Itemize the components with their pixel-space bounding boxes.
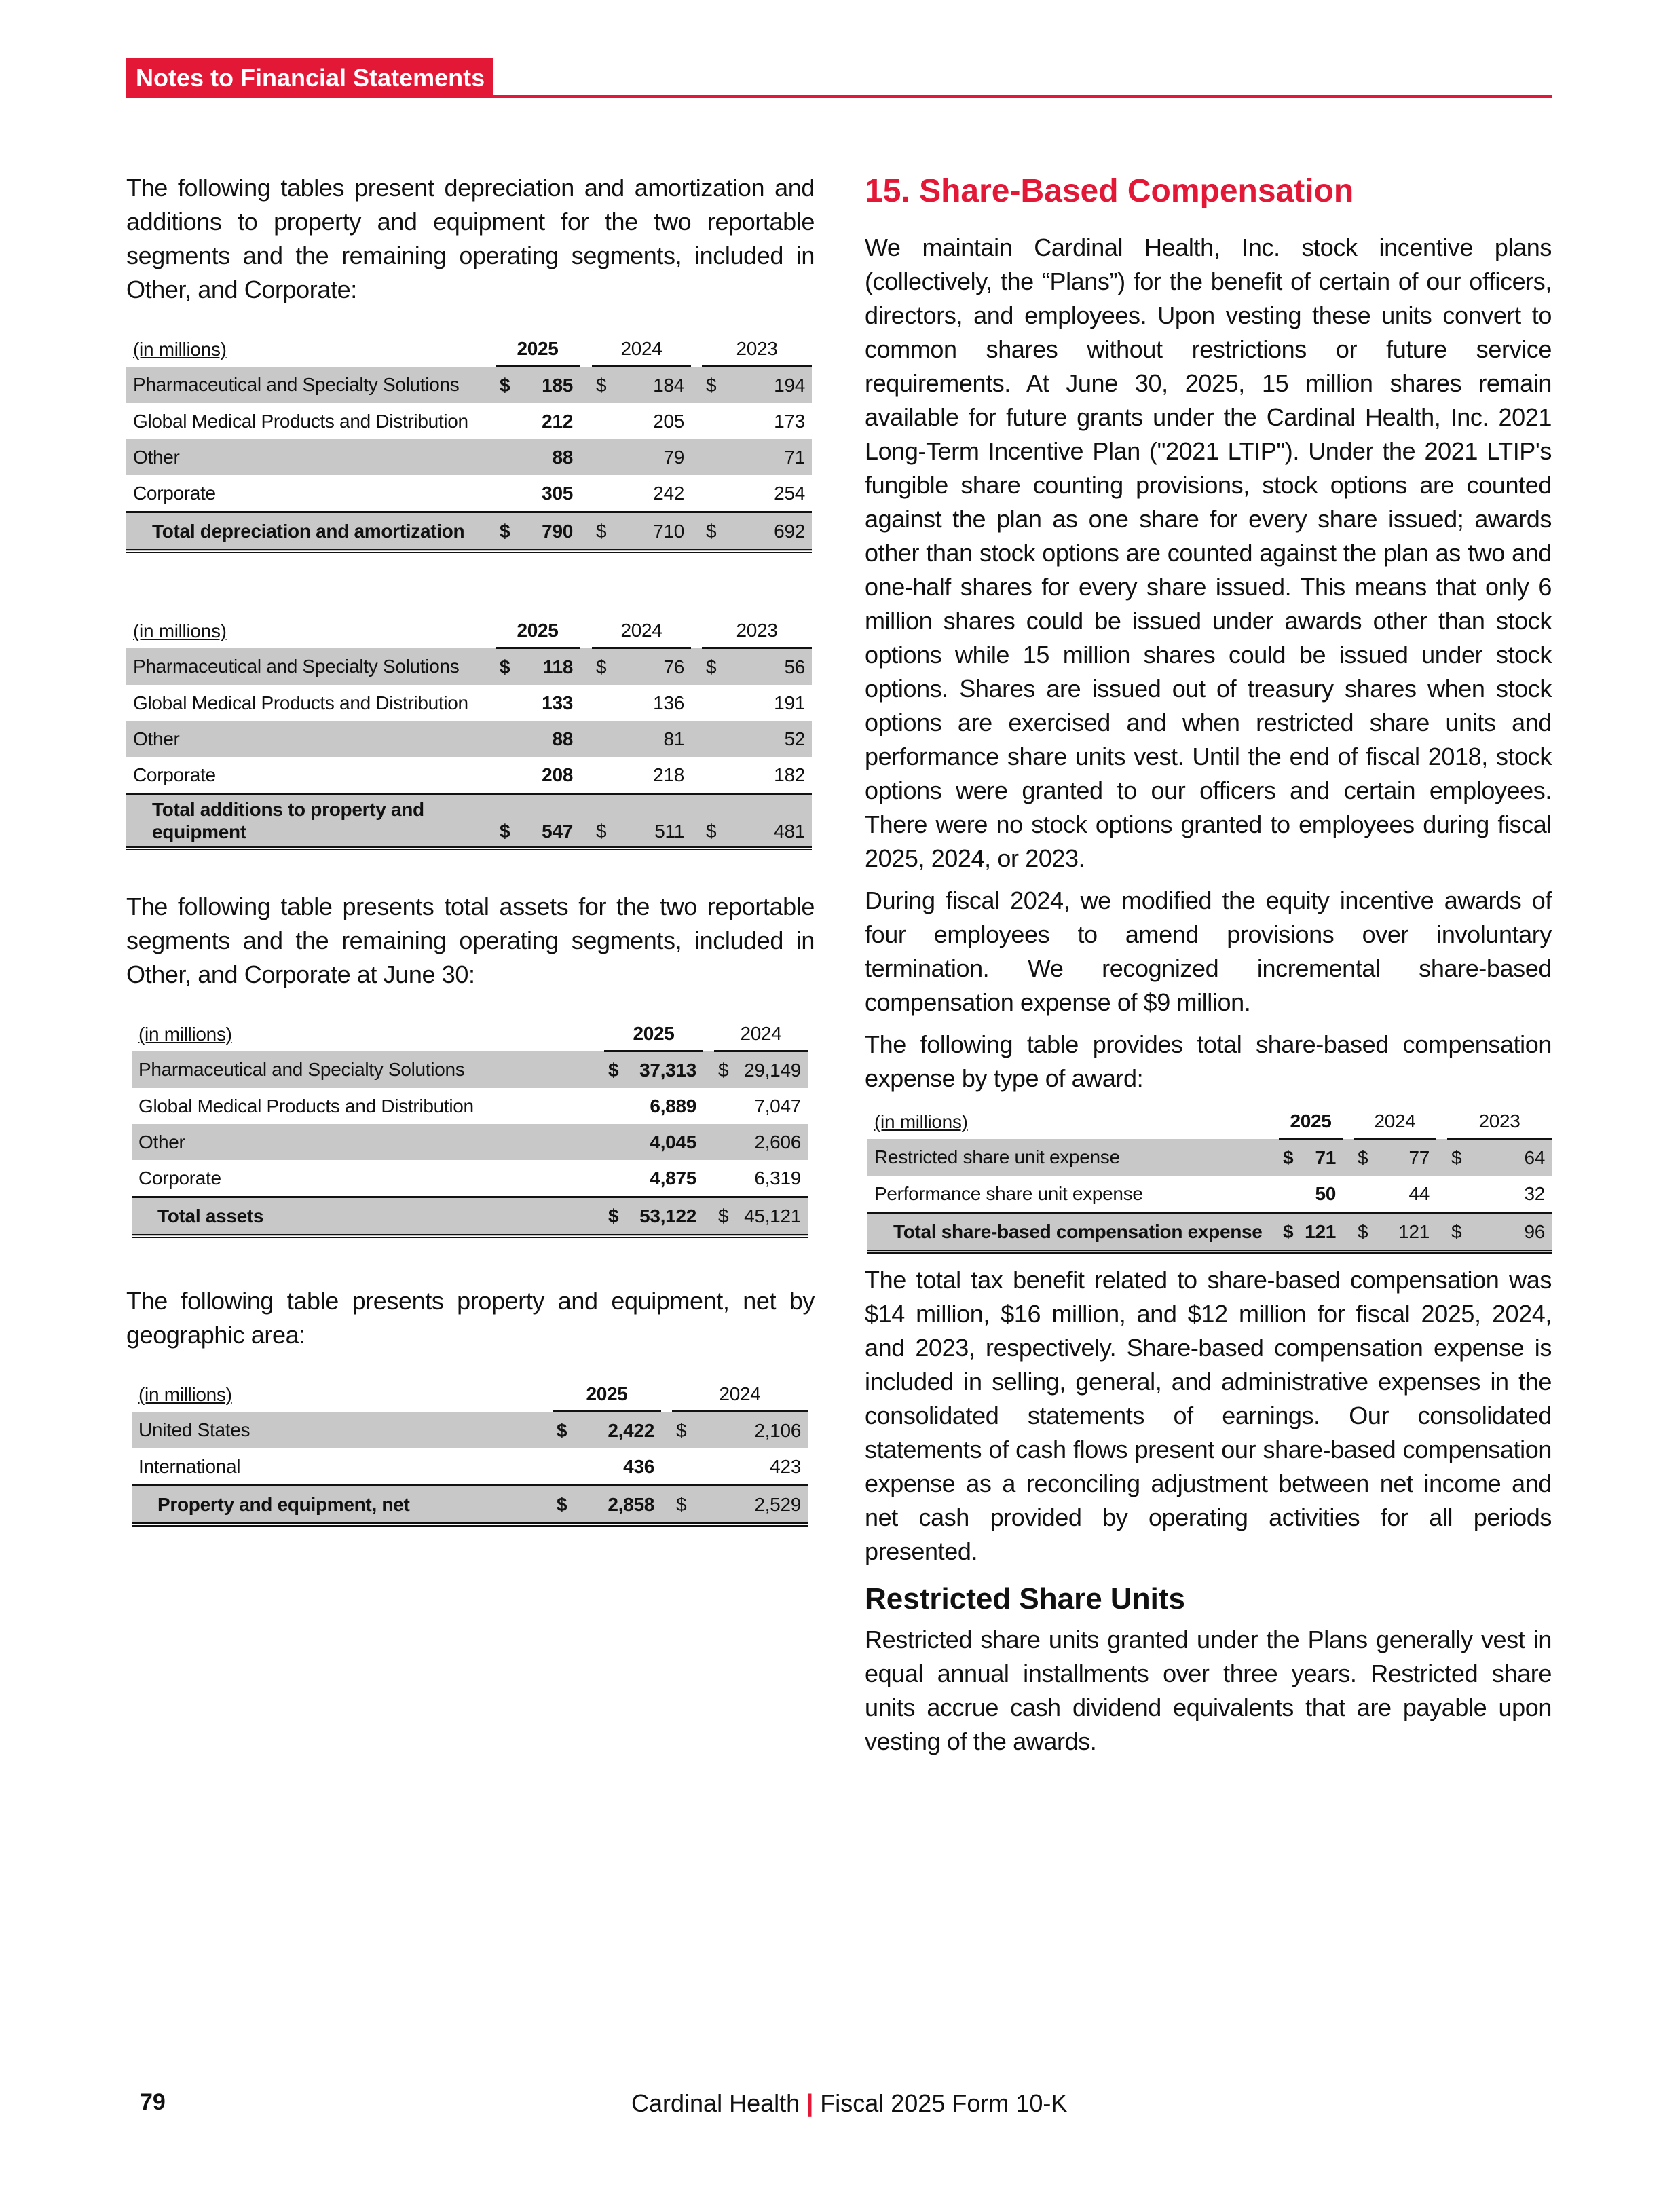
value-2024: 423 (770, 1455, 801, 1477)
value-2024: 511 (612, 794, 691, 849)
value-2025: 4,875 (650, 1167, 696, 1189)
value-2023: 173 (774, 410, 805, 432)
currency-symbol: $ (496, 794, 519, 849)
row-label: United States (132, 1412, 553, 1449)
currency-symbol: $ (1279, 1213, 1299, 1252)
table-row (867, 1139, 1552, 1176)
value-2025: 53,122 (624, 1197, 703, 1237)
additions-table (126, 614, 812, 850)
value-2025: 2,422 (580, 1412, 661, 1449)
currency-symbol: $ (672, 1486, 692, 1525)
table-header-row (132, 1378, 808, 1412)
value-2023: 182 (774, 764, 805, 785)
value-2025: 208 (542, 764, 573, 785)
row-label: Pharmaceutical and Specialty Solutions (132, 1051, 604, 1089)
value-2023: 52 (722, 721, 812, 757)
intro-paragraph-1: The following tables present depreciation and amortization and additions to property and equipment for the two reportable segments and the remaining operating segments, included in Other, and Corporate: (126, 174, 815, 303)
header-rule (126, 95, 1552, 98)
value-2025: 121 (1299, 1213, 1343, 1252)
currency-symbol: $ (592, 367, 612, 404)
year-header: 2025 (553, 1378, 661, 1412)
value-2023: 481 (722, 794, 812, 849)
value-2023: 191 (774, 692, 805, 713)
table-row (126, 757, 812, 794)
table-row (132, 1412, 808, 1449)
value-2025: 37,313 (624, 1051, 703, 1089)
value-2023: 56 (722, 648, 812, 686)
value-2023: 96 (1468, 1213, 1552, 1252)
table-header-row (126, 614, 812, 648)
currency-symbol: $ (1354, 1139, 1374, 1176)
value-2025: 305 (542, 482, 573, 504)
footer-doc-title (631, 2089, 1067, 2118)
left-column (126, 171, 815, 1527)
currency-symbol: $ (592, 794, 612, 849)
year-header: 2025 (496, 333, 580, 367)
table-row (132, 1124, 808, 1160)
share-comp-paragraph-3: The following table provides total share-based compensation expense by type of award: (865, 1030, 1552, 1092)
row-label: Total depreciation and amortization (126, 512, 496, 552)
row-label: Other (126, 721, 496, 757)
header-title: Notes to Financial Statements (136, 64, 485, 92)
year-header: 2025 (604, 1017, 703, 1051)
value-2024: 81 (612, 721, 691, 757)
value-2024: 121 (1374, 1213, 1436, 1252)
value-2024: 76 (612, 648, 691, 686)
value-2024: 205 (653, 410, 684, 432)
currency-symbol: $ (496, 367, 519, 404)
footer-document: Fiscal 2025 Form 10-K (820, 2089, 1068, 2117)
value-2024: 44 (1408, 1182, 1430, 1204)
currency-symbol: $ (714, 1197, 733, 1237)
value-2025: 133 (542, 692, 573, 713)
row-label: Other (126, 439, 496, 475)
table-row (126, 367, 812, 404)
table-header-row (126, 333, 812, 367)
value-2025: 790 (519, 512, 580, 552)
value-2025: 4,045 (624, 1124, 703, 1160)
table-row (126, 403, 812, 439)
value-2025: 88 (519, 721, 580, 757)
row-label: Total share-based compensation expense (867, 1213, 1279, 1252)
unit-label: (in millions) (133, 620, 227, 641)
value-2023: 64 (1468, 1139, 1552, 1176)
total-row (867, 1213, 1552, 1252)
currency-symbol: $ (1447, 1139, 1468, 1176)
value-2023: 254 (774, 482, 805, 504)
currency-symbol: $ (1447, 1213, 1468, 1252)
value-2025: 212 (542, 410, 573, 432)
unit-label: (in millions) (874, 1110, 968, 1132)
year-header: 2025 (496, 614, 580, 648)
row-label: Restricted share unit expense (867, 1139, 1279, 1176)
restricted-units-paragraph: Restricted share units granted under the Plans generally vest in equal annual installments over three years. Restricted share units accrue cash dividend equivalents that are payable upon vesting of the awards. (865, 1626, 1552, 1755)
row-label: Performance share unit expense (874, 1182, 1143, 1204)
total-row (132, 1197, 808, 1237)
currency-symbol: $ (1279, 1139, 1299, 1176)
value-2024: 136 (653, 692, 684, 713)
currency-symbol: $ (714, 1051, 733, 1089)
currency-symbol: $ (553, 1412, 580, 1449)
value-2024: 79 (612, 439, 691, 475)
value-2024: 2,106 (692, 1412, 808, 1449)
row-label: Property and equipment, net (132, 1486, 553, 1525)
value-2025: 71 (1299, 1139, 1343, 1176)
value-2023: 194 (722, 367, 812, 404)
value-2024: 2,606 (733, 1124, 808, 1160)
value-2024: 45,121 (733, 1197, 808, 1237)
row-label: Other (132, 1124, 604, 1160)
value-2024: 242 (653, 482, 684, 504)
value-2023: 692 (722, 512, 812, 552)
year-header: 2023 (1447, 1105, 1552, 1139)
table-row (132, 1088, 808, 1124)
row-label: Pharmaceutical and Specialty Solutions (126, 367, 496, 404)
currency-symbol: $ (496, 648, 519, 686)
currency-symbol: $ (702, 794, 722, 849)
unit-label: (in millions) (138, 1023, 232, 1045)
table-header-row (132, 1017, 808, 1051)
right-column (865, 171, 1552, 1759)
row-label: Pharmaceutical and Specialty Solutions (126, 648, 496, 686)
value-2025: 185 (519, 367, 580, 404)
unit-label: (in millions) (133, 338, 227, 360)
footer-company: Cardinal Health (631, 2089, 800, 2117)
section-title: 15. Share-Based Compensation (865, 173, 1354, 209)
unit-label: (in millions) (138, 1383, 232, 1405)
value-2024: 6,319 (754, 1167, 801, 1189)
currency-symbol: $ (496, 512, 519, 552)
row-label: Global Medical Products and Distribution (133, 692, 468, 713)
row-label: Corporate (133, 764, 216, 785)
intro-paragraph-3: The following table presents property and equipment, net by geographic area: (126, 1287, 815, 1349)
currency-symbol: $ (604, 1051, 624, 1089)
subsection-title: Restricted Share Units (865, 1582, 1185, 1615)
share-comp-table (867, 1105, 1552, 1254)
year-header: 2024 (1354, 1105, 1436, 1139)
total-assets-table (132, 1017, 808, 1238)
table-row (126, 648, 812, 686)
total-row (126, 794, 812, 849)
currency-symbol: $ (702, 648, 722, 686)
table-row (126, 721, 812, 757)
year-header: 2024 (592, 333, 691, 367)
depreciation-table (126, 333, 812, 553)
share-comp-paragraph-1: We maintain Cardinal Health, Inc. stock incentive plans (collectively, the “Plans”) for the benefit of certain of our officers, directors, and employees. Upon vesting these units convert to common shares without restrictions or future service requirements. At June 30, 2025, 15 million shares remain available for future grants under the Cardinal Health, Inc. 2021 Long-Term Incentive Plan ("2021 LTIP"). Under the 2021 LTIP's fungible share counting provisions, stock options are counted against the plan as one share for every share issued; awards other than stock options are counted against the plan as two and one-half shares for every share issued. This means that only 6 million shares could be issued under awards other than stock options while 15 million shares could be issued under stock options. Shares are issued out of treasury shares when stock options are exercised and when restricted share units and performance share units vest. Until the end of fiscal 2018, stock options were granted to our officers and certain employees. There were no stock options granted to employees during fiscal 2025, 2024, or 2023. (865, 233, 1552, 872)
value-2025: 2,858 (580, 1486, 661, 1525)
total-row (126, 512, 812, 552)
geographic-table (132, 1378, 808, 1527)
row-label: Global Medical Products and Distribution (138, 1095, 474, 1117)
year-header: 2025 (1279, 1105, 1343, 1139)
value-2025: 50 (1315, 1182, 1336, 1204)
value-2025: 118 (519, 648, 580, 686)
value-2023: 71 (722, 439, 812, 475)
table-row (132, 1160, 808, 1197)
row-label: Global Medical Products and Distribution (133, 410, 468, 432)
year-header: 2024 (714, 1017, 808, 1051)
value-2024: 184 (612, 367, 691, 404)
table-row (132, 1051, 808, 1089)
table-row (132, 1448, 808, 1486)
value-2025: 88 (519, 439, 580, 475)
table-row (867, 1176, 1552, 1213)
value-2025: 6,889 (650, 1095, 696, 1117)
currency-symbol: $ (604, 1197, 624, 1237)
row-label: Corporate (138, 1167, 221, 1189)
currency-symbol: $ (1354, 1213, 1374, 1252)
year-header: 2023 (702, 614, 812, 648)
year-header: 2024 (672, 1378, 808, 1412)
page-number: 79 (140, 2089, 166, 2115)
value-2024: 710 (612, 512, 691, 552)
value-2024: 7,047 (754, 1095, 801, 1117)
year-header: 2024 (592, 614, 691, 648)
value-2024: 29,149 (733, 1051, 808, 1089)
value-2024: 77 (1374, 1139, 1436, 1176)
currency-symbol: $ (553, 1486, 580, 1525)
table-header-row (867, 1105, 1552, 1139)
value-2025: 547 (519, 794, 580, 849)
total-row (132, 1486, 808, 1525)
currency-symbol: $ (702, 512, 722, 552)
currency-symbol: $ (702, 367, 722, 404)
table-row (126, 475, 812, 512)
share-comp-paragraph-2: During fiscal 2024, we modified the equity incentive awards of four employees to amend provisions over involuntary termination. We recognized incremental share-based compensation expense of $9 million. (865, 886, 1552, 1016)
row-label: Total additions to property and equipment (126, 794, 496, 849)
currency-symbol: $ (592, 512, 612, 552)
value-2025: 436 (623, 1455, 654, 1477)
row-label: Corporate (133, 482, 216, 504)
footer-separator: | (806, 2089, 814, 2117)
value-2024: 2,529 (692, 1486, 808, 1525)
row-label: International (138, 1455, 241, 1477)
table-row (126, 439, 812, 475)
year-header: 2023 (702, 333, 812, 367)
intro-paragraph-2: The following table presents total assets for the two reportable segments and the remaining operating segments, included in Other, and Corporate at June 30: (126, 893, 815, 988)
row-label: Total assets (132, 1197, 604, 1237)
value-2023: 32 (1524, 1182, 1545, 1204)
share-comp-paragraph-4: The total tax benefit related to share-based compensation was $14 million, $16 million, and $12 million for fiscal 2025, 2024, and 2023, respectively. Share-based compensation expense is included in selling, general, and administrative expenses in the consolidated statements of earnings. Our consolidated statements of cash flows present our share-based compensation expense as a reconciling adjustment between net income and net cash provided by operating activities for all periods presented. (865, 1266, 1552, 1565)
value-2024: 218 (653, 764, 684, 785)
currency-symbol: $ (672, 1412, 692, 1449)
currency-symbol: $ (592, 648, 612, 686)
table-row (126, 685, 812, 721)
